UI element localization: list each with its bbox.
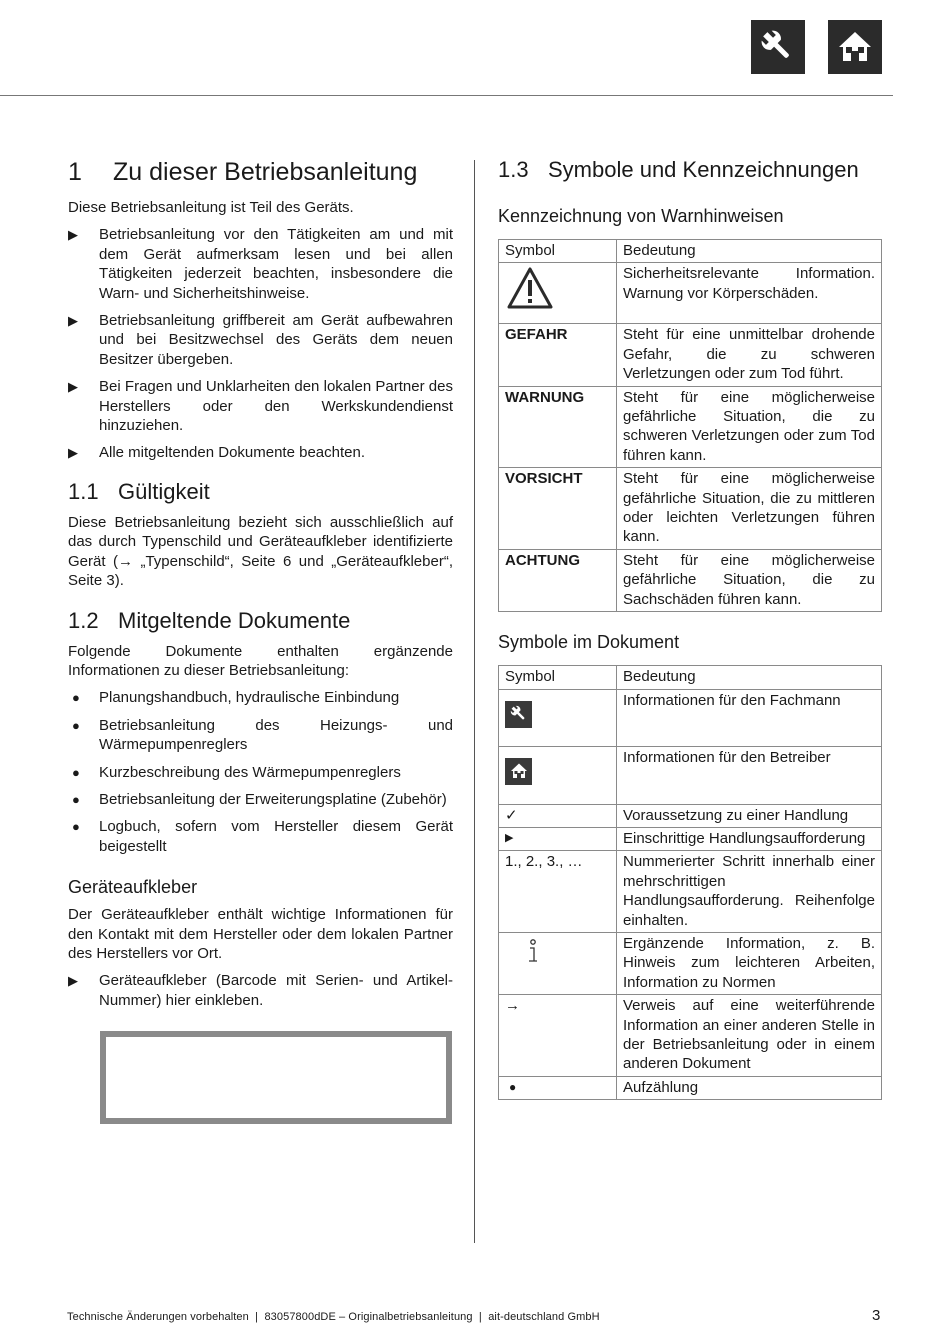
sticker-placeholder-box xyxy=(100,1031,452,1124)
checkmark-icon: ✓ xyxy=(499,804,617,827)
bullet-icon: ● xyxy=(72,819,80,835)
page-number: 3 xyxy=(872,1307,881,1324)
header-rule xyxy=(0,95,893,96)
footer-text: Technische Änderungen vorbehalten | 83057800dDE – Originalbetriebsanleitung | ait-deutschland GmbH xyxy=(67,1311,600,1323)
table-row: ● Aufzählung xyxy=(499,1076,882,1099)
arrow-right-icon: → xyxy=(499,995,617,1077)
list-item: ● Betriebsanleitung der Erweiterungsplatine (Zubehör) xyxy=(72,790,447,808)
list-item: ▶ Geräteaufkleber (Barcode mit Serien- und Artikel-Nummer) hier einkleben. xyxy=(68,972,453,1009)
section-1-3-heading: 1.3 Symbole und Kennzeichnungen xyxy=(498,157,859,182)
bullet-icon: ● xyxy=(72,764,80,780)
bullet-icon: ● xyxy=(499,1076,617,1099)
list-item: ▶ Bei Fragen und Unklarheiten den lokalen Partner des Herstellers oder den Werkskundendienst hinzuziehen. xyxy=(68,378,453,435)
table-row: VORSICHT Steht für eine möglicherweise gefährliche Situation, die zu mittleren oder leichten Verletzungen führen kann. xyxy=(499,468,882,550)
table-header-row: Symbol Bedeutung xyxy=(499,240,882,263)
sticker-heading: Geräteaufkleber xyxy=(68,877,198,898)
symbols-table xyxy=(498,665,882,1100)
table-row: → Verweis auf eine weiterführende Information an einer anderen Stelle in der Betriebsanleitung oder in einem anderen Dokument xyxy=(499,995,882,1077)
table-row: WARNUNG Steht für eine möglicherweise gefährliche Situation, die zu schweren Verletzungen oder zum Tod führen kann. xyxy=(499,386,882,468)
arrow-bullet-icon: ▶ xyxy=(499,827,617,850)
info-icon xyxy=(525,938,541,966)
section-1-1-heading: 1.1 Gültigkeit xyxy=(68,478,210,504)
warning-table xyxy=(498,239,882,612)
sticker-text: Der Geräteaufkleber enthält wichtige Informationen für den Kontakt mit dem Hersteller oder dem lokalen Partner des Herstellers vor Ort. xyxy=(68,906,453,962)
section-1-2-list xyxy=(68,688,453,856)
wrench-icon xyxy=(505,701,532,728)
list-item: ▶ Alle mitgeltenden Dokumente beachten. xyxy=(68,444,366,462)
list-item: ● Logbuch, sofern vom Hersteller diesem Gerät beigestellt xyxy=(72,818,453,855)
table-row: ✓ Voraussetzung zu einer Handlung xyxy=(499,804,882,827)
house-icon xyxy=(505,758,532,785)
table-header-row: Symbol Bedeutung xyxy=(499,666,882,689)
arrow-bullet-icon: ▶ xyxy=(68,227,78,243)
list-item: ▶ Betriebsanleitung griffbereit am Gerät aufbewahren und bei Besitzwechsel des Geräts dem neuen Besitzer übergeben. xyxy=(68,312,453,368)
table-row: ACHTUNG Steht für eine möglicherweise gefährliche Situation, die zu Sachschäden führen kann. xyxy=(499,549,882,611)
section-1-1-text: Diese Betriebsanleitung bezieht sich ausschließlich auf das durch Typenschild und Geräteaufkleber identifizierte Gerät (→ „Typenschild“, Seite 6 und „Geräteaufkleber“, Seite 3). xyxy=(68,513,453,590)
left-column xyxy=(68,155,453,1124)
wrench-icon xyxy=(751,20,805,74)
section-1-2-intro: Folgende Dokumente enthalten ergänzende Informationen zu dieser Betriebsanleitung: xyxy=(68,642,453,679)
column-divider xyxy=(474,160,475,1243)
sticker-list xyxy=(68,971,453,1010)
warning-table-title: Kennzeichnung von Warnhinweisen xyxy=(498,206,784,226)
bullet-icon: ● xyxy=(72,791,80,807)
table-row: 1., 2., 3., … Nummerierter Schritt innerhalb einer mehrschrittigen Handlungsaufforderung. Reihenfolge einhalten. xyxy=(499,851,882,933)
table-row: Informationen für den Betreiber xyxy=(499,746,882,804)
table-row: Sicherheitsrelevante Information. Warnung vor Körperschäden. xyxy=(499,263,882,324)
arrow-bullet-icon: ▶ xyxy=(68,445,78,461)
table-row: ▶ Einschrittige Handlungsaufforderung xyxy=(499,827,882,850)
arrow-bullet-icon: ▶ xyxy=(68,973,78,989)
table-row: GEFAHR Steht für eine unmittelbar drohende Gefahr, die zu schweren Verletzungen oder zum Tod führt. xyxy=(499,324,882,386)
symbols-table-title: Symbole im Dokument xyxy=(498,632,680,653)
house-icon xyxy=(828,20,882,74)
bullet-icon: ● xyxy=(72,717,80,733)
section-1-list xyxy=(68,225,453,462)
arrow-bullet-icon: ▶ xyxy=(68,379,78,395)
list-item: ● Planungshandbuch, hydraulische Einbindung xyxy=(72,689,400,707)
list-item: ● Kurzbeschreibung des Wärmepumpenreglers xyxy=(72,763,401,781)
section-1-2-heading: 1.2 Mitgeltende Dokumente xyxy=(68,607,351,633)
bullet-icon: ● xyxy=(72,690,80,706)
list-item: ● Betriebsanleitung des Heizungs- und Wärmepumpenreglers xyxy=(72,716,453,754)
list-item: ▶ Betriebsanleitung vor den Tätigkeiten am und mit dem Gerät aufmerksam lesen und bei allen Tätigkeiten jederzeit beachten, insbesondere die Warn- und Sicherheitshinweise. xyxy=(68,226,453,302)
table-row: Informationen für den Fachmann xyxy=(499,689,882,746)
right-column xyxy=(498,155,882,1100)
section-1-intro: Diese Betriebsanleitung ist Teil des Geräts. xyxy=(68,199,354,216)
section-1-heading: 1 Zu dieser Betriebsanleitung xyxy=(68,158,418,186)
warning-triangle-icon xyxy=(507,266,553,310)
table-row: Ergänzende Information, z. B. Hinweis zum leichteren Arbeiten, Information zu Normen xyxy=(499,932,882,994)
arrow-bullet-icon: ▶ xyxy=(68,313,78,329)
